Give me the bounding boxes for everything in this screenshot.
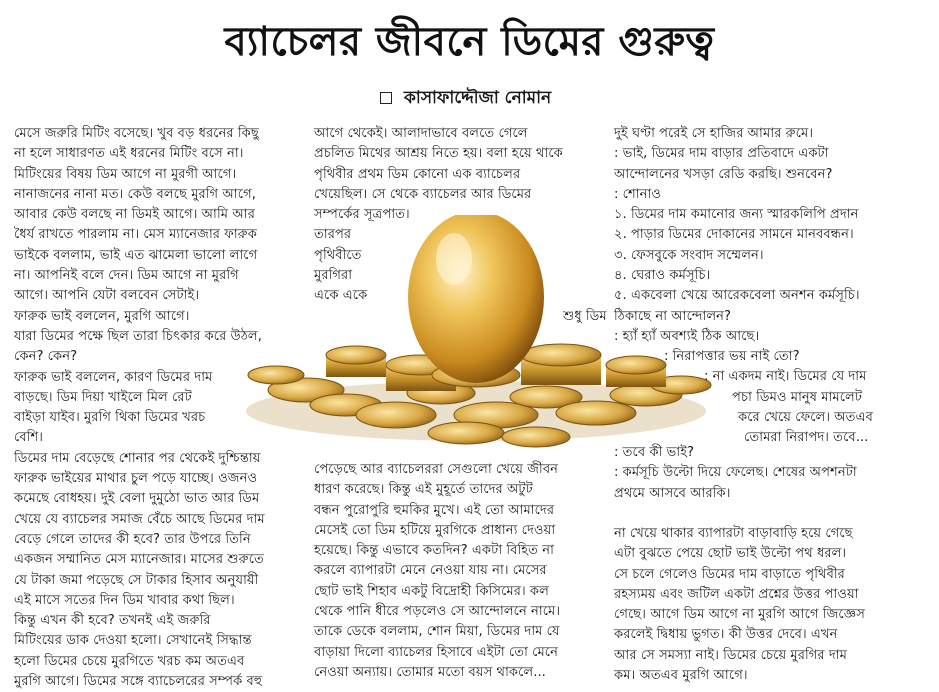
text-line: কম। অতএব মুরগি আগে। <box>614 668 748 684</box>
text-line: বেশি। <box>14 430 43 446</box>
text-line: ৪. ঘেরাও কর্মসূচি। <box>614 268 711 284</box>
text-line: ৩. ফেসবুকে সংবাদ সম্মেলন। <box>614 247 764 263</box>
text-line: মেসেই তো ডিম হটিয়ে মুরগিকে প্রাধান্য দেওয়া <box>314 522 556 538</box>
text-line: গেছে। আগে ডিম আগে না মুরগি আগে জিজ্ঞেস <box>614 607 866 623</box>
byline-square-icon <box>380 92 392 104</box>
text-line: যে টাকা জমা পড়েছে সে টাকার হিসাব অনুযায়ী <box>14 572 259 588</box>
text-line: ছোট ভাই শিহাব একটু বিদ্রোহী কিসিমের। কল <box>314 583 549 599</box>
text-line: না। আপনিই বলে দেন। ডিম আগে না মুরগি <box>14 268 239 284</box>
text-line: আন্দোলনের খসড়া রেডি করছি। শুনবেন? <box>614 166 833 182</box>
text-line: মেসে জরুরি মিটিং বসেছে। খুব বড় ধরনের কিছু <box>14 126 259 141</box>
text-line: বাইড়া যাইব। মুরগি থিকা ডিমের খরচ <box>14 410 206 426</box>
text-line: আগে থেকেই। আলাদাভাবে বলতে গেলে <box>314 126 528 141</box>
column-3-bottom <box>614 524 865 686</box>
text-line: প্রচলিত মিথের আশ্রয় নিতে হয়। বলা হয়ে থাকে <box>314 146 563 162</box>
text-line: তারপর <box>314 227 352 243</box>
text-line: আবার কেউ বলছে না ডিমই আগে। আমি আর <box>14 207 255 223</box>
text-line: : কর্মসূচি উল্টো দিয়ে ফেলেছ। শেষের অপশনটা <box>614 465 857 481</box>
text-line: আর সে সমস্যা নাই। ডিমের চেয়ে মুরগির দাম <box>614 647 847 663</box>
text-line: আগে। আপনি যেটা বলবেন সেটাই। <box>14 288 200 304</box>
text-line: নেওয়া অন্যায়। তোমার মতো বয়স থাকলে... <box>314 664 546 680</box>
text-line: কমেছে বোধহয়। দুই বেলা দুমুঠো ভাত আর ডিম <box>14 491 260 507</box>
text-line: থেকে পানি ধীরে পড়লেও সে আন্দোলনে নামে। <box>314 604 561 620</box>
text-line: একে একে <box>314 288 368 304</box>
text-line: : শোনাও <box>614 186 662 202</box>
text-line: ১. ডিমের দাম কমানোর জন্য স্মারকলিপি প্রদান <box>614 207 859 223</box>
text-line: মিটিংয়ের ডাক দেওয়া হলো। সেখানেই সিদ্ধান্ত <box>14 633 252 649</box>
text-line: পৃথিবীর প্রথম ডিম কোনো এক ব্যাচেলর <box>314 166 521 182</box>
text-line: সম্পর্কের সূত্রপাত। <box>314 207 410 223</box>
author-name: কাসাফাদ্দৌজা নোমান <box>404 88 552 108</box>
text-line: ঠিকাছে না আন্দোলন? <box>614 308 732 324</box>
text-line: ফারুক ভাই বললেন, মুরগি আগে। <box>14 308 190 324</box>
text-line: : হ্যাঁ হ্যাঁ অবশ্যই ঠিক আছে। <box>614 328 760 344</box>
text-line: বন্ধন পুরোপুরি হুমকির মুখে। এই তো আমাদের <box>314 502 555 518</box>
text-line: রহস্যময় এবং জটিল একটা প্রশ্নের উত্তর পাওয়া <box>614 586 859 602</box>
text-line: ২. পাড়ার ডিমের দোকানের সামনে মানববন্ধন। <box>614 227 854 243</box>
byline <box>380 86 551 110</box>
text-line: খেয়ে যে ব্যাচেলর সমাজ বেঁচে আছে ডিমের দাম <box>14 511 265 527</box>
text-line: পৃথিবীতে <box>314 247 362 263</box>
text-line: হলো ডিমের চেয়ে মুরগিতে খরচ কম অতএব <box>14 653 245 669</box>
text-line: নানাজনের নানা মত। কেউ বলছে মুরগি আগে, <box>14 186 256 202</box>
text-line: ধৈর্য রাখতে পারলাম না। মেস ম্যানেজার ফারুক <box>14 227 258 243</box>
text-line: দুই ঘণ্টা পরেই সে হাজির আমার রুমে। <box>614 126 814 141</box>
column-3-dialog <box>614 347 873 448</box>
text-line: : তবে কী ভাই? <box>614 445 695 460</box>
text-line: একজন সম্মানিত মেস ম্যানেজার। মাসের শুরুতে <box>14 552 264 568</box>
text-line: যারা ডিমের পক্ষে ছিল তারা চিৎকার করে উঠল, <box>14 328 262 344</box>
dialog-line: তোমরা নিরাপদ। তবে... <box>744 430 869 446</box>
text-line: ফারুক ভাই বললেন, কারণ ডিমের দাম <box>14 369 213 385</box>
column-3-middle <box>614 443 857 504</box>
text-line: ফারুক ভাইয়ের মাথার চুল পড়ে যাচ্ছে। ওজনও <box>14 471 258 487</box>
text-line: মিটিংয়ের বিষয় ডিম আগে না মুরগী আগে। <box>14 166 237 182</box>
text-line: খেয়েছিল। সে থেকে ব্যাচেলর আর ডিমের <box>314 186 532 202</box>
text-line: ভাইকে বললাম, ভাই এত ঝামেলা ভালো লাগে <box>14 247 258 263</box>
column-2-top <box>314 124 563 307</box>
text-line: এটা বুঝতে পেয়ে ছোট ভাই উল্টো পথ ধরল। <box>614 546 847 562</box>
text-line: বেড়ে গেলে তাদের কী হবে? তার উপরে তিনি <box>14 531 251 547</box>
text-line: কেন? কেন? <box>14 349 78 365</box>
text-line: সে চলে গেলেও ডিমের দাম বাড়াতে পৃথিবীর <box>614 566 845 582</box>
dialog-line: পচা ডিমও মানুষ মামলেট <box>732 389 863 405</box>
text-line: ডিমের দাম বেড়েছে শোনার পর থেকেই দুশ্চিন্তায় <box>14 450 261 466</box>
text-line: প্রথমে আসবে আরকি। <box>614 485 731 501</box>
column-2-side-text: শুধু ডিম <box>563 309 607 324</box>
text-line: : ভাই, ডিমের দাম বাড়ার প্রতিবাদে একটা <box>614 146 829 162</box>
headline: ব্যাচেলর জীবনে ডিমের গুরুত্ব <box>224 19 715 65</box>
text-line: পেড়েছে আর ব্যাচেলররা সেগুলো খেয়ে জীবন <box>314 462 559 477</box>
text-line: করলে ব্যাপারটা মেনে নেওয়া যায় না। মেসের <box>314 563 547 579</box>
text-line: করলেই দ্বিধায় ভুগত। কী উত্তর দেবে। এখন <box>614 627 838 643</box>
text-line: বাড়ছে। ডিম দিয়া খাইলে মিল রেট <box>14 389 192 405</box>
dialog-line: : নিরাপত্তার ভয় নাই তো? <box>664 349 800 364</box>
text-line: ধারণ করেছে। কিন্তু এই মুহূর্তে তাদের অটুট <box>314 482 533 498</box>
column-3-top <box>614 124 860 347</box>
text-line: কিন্তু এখন কী হবে? তখনই এই জরুরি <box>14 613 211 629</box>
text-line: এই মাসে সতের দিন ডিম খাবার কথা ছিল। <box>14 592 235 608</box>
text-line: মুরগি আগে। ডিমের সঙ্গে ব্যাচেলরের সম্পর্ক বহু <box>14 674 263 690</box>
text-line: না খেয়ে থাকার ব্যাপারটা বাড়াবাড়ি হয়ে গেছে <box>614 526 853 541</box>
text-line: মুরগিরা <box>314 268 353 284</box>
text-line: বাড়ায়া দিলো ব্যাচেলর হিসাবে এইটা তো মেনে <box>314 644 558 660</box>
text-line: তাকে ডেকে বললাম, শোন মিয়া, ডিমের দাম যে <box>314 624 560 640</box>
dialog-line: করে খেয়ে ফেলে। অতএব <box>738 409 873 425</box>
text-line: ৫. একবেলা খেয়ে আরেকবেলা অনশন কর্মসূচি। <box>614 288 860 304</box>
dialog-line: : না একদম নাই। ডিমের যে দাম <box>704 369 867 385</box>
column-2-bottom <box>314 460 560 683</box>
column-1 <box>14 124 265 692</box>
text-line: না হলে সাধারণত এই ধরনের মিটিং বসে না। <box>14 146 244 162</box>
text-line: হয়েছে। কিন্তু এভাবে কতদিন? একটা বিহিত না <box>314 543 554 559</box>
